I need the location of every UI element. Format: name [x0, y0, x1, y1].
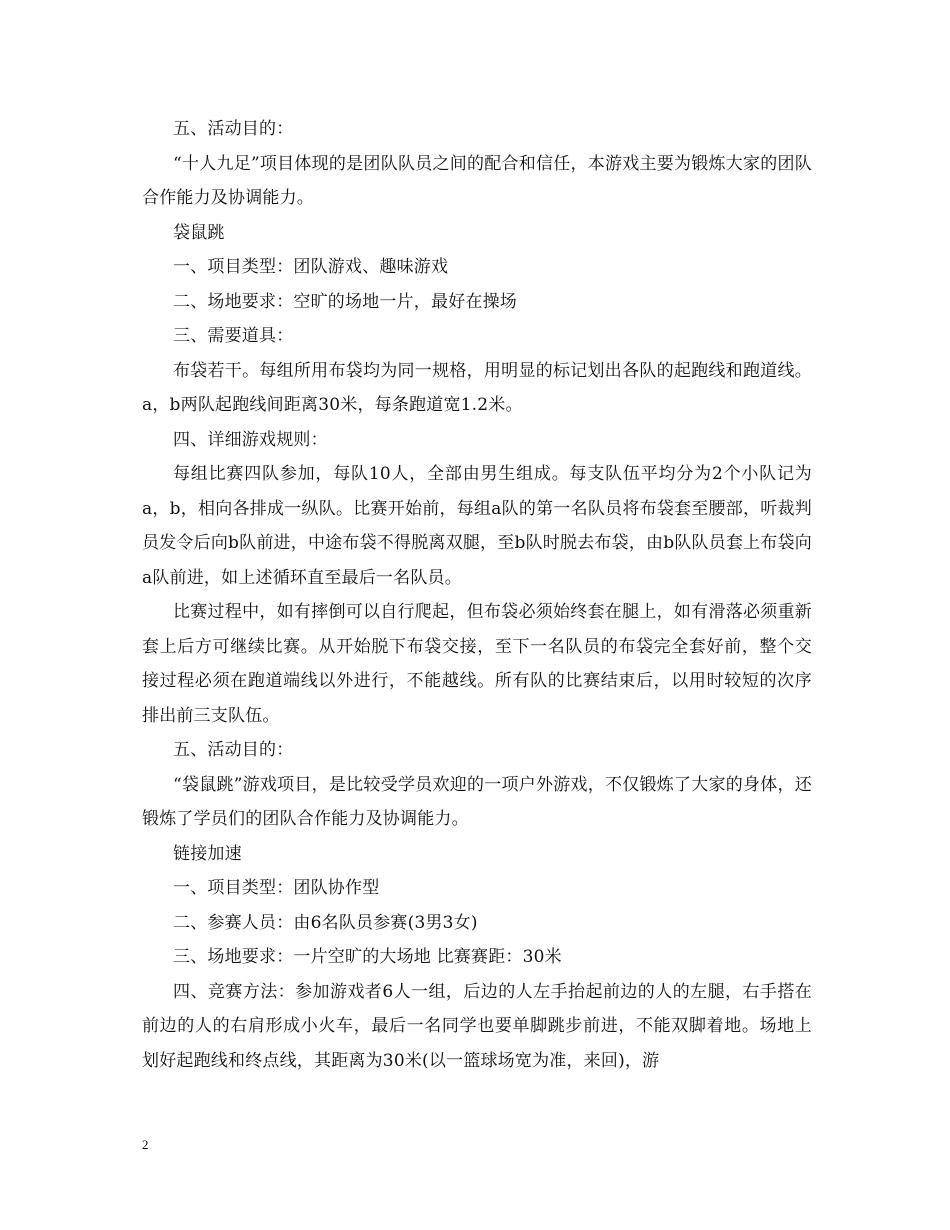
paragraph-props-detail: 布袋若干。每组所用布袋均为同一规格，用明显的标记划出各队的起跑线和跑道线。a，b两队起跑线间距离30米，每条跑道宽1.2米。 — [142, 360, 812, 415]
item-venue-requirement-2: 三、场地要求：一片空旷的大场地 比赛赛距：30米 — [173, 947, 562, 967]
item-project-type-2: 一、项目类型：团队协作型 — [173, 878, 380, 898]
paragraph-competition-method: 四、竞赛方法：参加游戏者6人一组，后边的人左手抬起前边的人的左腿，右手搭在前边的人的右肩形成小火车，最后一名同学也要单脚跳步前进，不能双脚着地。场地上划好起跑线和终点线，其距离为30米(以一篮球场宽为准，来回)，游 — [142, 981, 812, 1071]
paragraph-purpose-ten-people: “十人九足”项目体现的是团队队员之间的配合和信任，本游戏主要为锻炼大家的团队合作能力及协调能力。 — [142, 153, 812, 208]
game-title-link-speed: 链接加速 — [173, 843, 242, 864]
page-body — [142, 112, 812, 1078]
page-number: 2 — [142, 1137, 149, 1152]
item-venue-requirement: 二、场地要求：空旷的场地一片，最好在操场 — [173, 291, 517, 312]
item-project-type: 一、项目类型：团队游戏、趣味游戏 — [173, 257, 449, 277]
item-participants: 二、参赛人员：由6名队员参赛(3男3女) — [173, 912, 478, 933]
game-title-kangaroo-jump: 袋鼠跳 — [173, 222, 225, 243]
paragraph-purpose-kangaroo: “袋鼠跳”游戏项目，是比较受学员欢迎的一项户外游戏，不仅锻炼了大家的身体，还锻炼了学员们的团队合作能力及协调能力。 — [142, 774, 812, 829]
section-heading-purpose-2: 五、活动目的： — [173, 740, 294, 760]
paragraph-race-process: 比赛过程中，如有摔倒可以自行爬起，但布袋必须始终套在腿上，如有滑落必须重新套上后方可继续比赛。从开始脱下布袋交接，至下一名队员的布袋完全套好前，整个交接过程必须在跑道端线以外进行，不能越线。所有队的比赛结束后，以用时较短的次序排出前三支队伍。 — [142, 602, 812, 726]
item-required-props: 三、需要道具： — [173, 326, 294, 346]
section-heading-purpose: 五、活动目的： — [173, 119, 294, 139]
paragraph-rules-detail: 每组比赛四队参加，每队10人，全部由男生组成。每支队伍平均分为2个小队记为a，b，相向各排成一纵队。比赛开始前，每组a队的第一名队员将布袋套至腰部，听裁判员发令后向b队前进，中途布袋不得脱离双腿，至b队时脱去布袋，由b队队员套上布袋向a队前进，如上述循环直至最后一名队员。 — [142, 464, 812, 588]
item-detailed-rules: 四、详细游戏规则： — [173, 429, 328, 450]
